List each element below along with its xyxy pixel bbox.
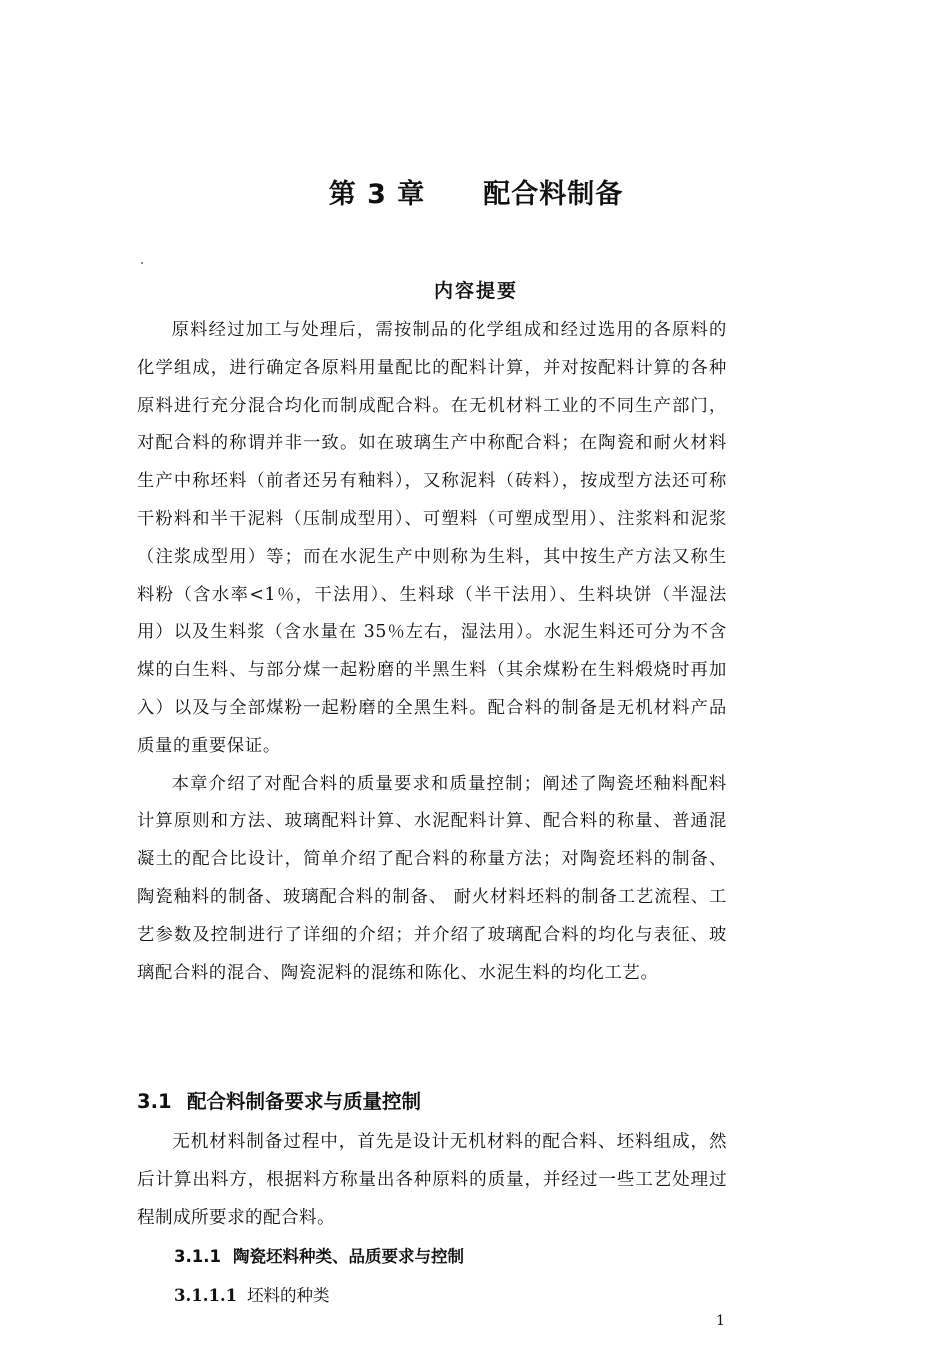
chapter-name: 配合料制备 (483, 179, 624, 210)
section-body (137, 1123, 727, 1237)
section-title: 配合料制备要求与质量控制 (187, 1090, 422, 1113)
subsubsection-number: 3.1.1.1 (174, 1286, 238, 1305)
subsection-number: 3.1.1 (174, 1247, 221, 1266)
subsection-title: 陶瓷坯料种类、品质要求与控制 (233, 1247, 464, 1266)
summary-heading: 内容提要 (433, 280, 518, 302)
subsubsection-title: 坯料的种类 (247, 1286, 330, 1305)
chapter-number: 第 3 章 (328, 179, 426, 210)
chapter-title (0, 172, 952, 211)
section-heading (137, 1086, 421, 1114)
summary-paragraph-1: 原料经过加工与处理后，需按制品的化学组成和经过选用的各原料的化学组成，进行确定各原料用量配比的配料计算，并对按配料计算的各种原料进行充分混合均化而制成配合料。在无机材料工业的不同生产部门，对配合料的称谓并非一致。如在玻璃生产中称配合料；在陶瓷和耐火材料生产中称坯料（前者还另有釉料），又称泥料（砖料），按成型方法还可称干粉料和半干泥料（压制成型用）、可塑料（可塑成型用）、注浆料和泥浆（注浆成型用）等；而在水泥生产中则称为生料，其中按生产方法又称生料粉（含水率<1％，干法用）、生料球（半干法用）、生料块饼（半湿法用）以及生料浆（含水量在 35％左右，湿法用）。水泥生料还可分为不含煤的白生料、与部分煤一起粉磨的半黑生料（其余煤粉在生料煅烧时再加入）以及与全部煤粉一起粉磨的全黑生料。配合料的制备是无机材料产品质量的重要保证。 (137, 320, 727, 756)
summary-paragraph-2: 本章介绍了对配合料的质量要求和质量控制；阐述了陶瓷坯釉料配料计算原则和方法、玻璃配料计算、水泥配料计算、配合料的称量、普通混凝土的配合比设计，简单介绍了配合料的称量方法；对陶瓷坯料的制备、陶瓷釉料的制备、玻璃配合料的制备、 耐火材料坯料的制备工艺流程、工艺参数及控制进行了详细的介绍；并介绍了玻璃配合料的均化与表征、玻璃配合料的混合、陶瓷泥料的混练和陈化、水泥生料的均化工艺。 (137, 773, 727, 983)
stray-mark (141, 262, 143, 264)
subsubsection-heading (174, 1282, 330, 1306)
page-number: 1 (716, 1313, 725, 1329)
subsection-heading (174, 1243, 464, 1267)
summary-body (137, 312, 727, 992)
section-paragraph: 无机材料制备过程中，首先是设计无机材料的配合料、坯料组成，然后计算出料方，根据料方称量出各种原料的质量，并经过一些工艺处理过程制成所要求的配合料。 (137, 1132, 727, 1228)
section-number: 3.1 (137, 1090, 172, 1113)
